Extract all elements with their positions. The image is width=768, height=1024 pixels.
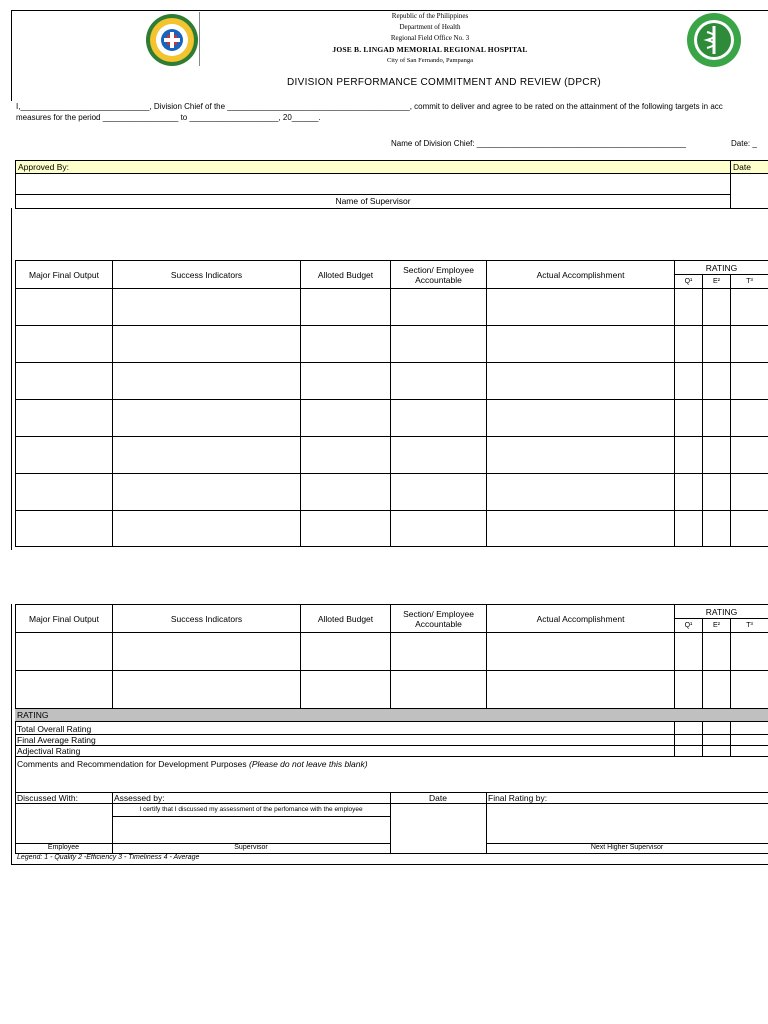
header-t: T³	[731, 619, 768, 633]
summary-line-2	[15, 745, 768, 746]
summary-line-1	[15, 734, 768, 735]
left-border-table1	[11, 208, 12, 550]
form-title: DIVISION PERFORMANCE COMMITMENT AND REVIEW (DPCR)	[287, 77, 601, 88]
table-row	[16, 400, 768, 437]
table-row	[16, 511, 768, 547]
legend-text: Legend: 1 - Quality 2 -Efficiency 3 - Timeliness 4 - Average	[17, 854, 200, 861]
certify-underline	[112, 816, 390, 817]
header-text	[300, 11, 560, 66]
header-section-accountable: Section/ Employee Accountable	[391, 605, 487, 633]
comments-note: (Please do not leave this blank)	[249, 759, 368, 769]
next-higher-supervisor-label: Next Higher Supervisor	[590, 844, 664, 851]
final-average-rating-label: Final Average Rating	[17, 735, 96, 745]
left-border-top	[11, 67, 12, 101]
header-t: T³	[731, 275, 768, 289]
rating-band-label: RATING	[17, 710, 49, 720]
doh-seal-icon	[145, 13, 199, 67]
header-alloted-budget: Alloted Budget	[301, 605, 391, 633]
assessed-by-label: Assessed by:	[114, 793, 165, 803]
header-actual-accomplishment: Actual Accomplishment	[487, 605, 675, 633]
seal-divider	[199, 12, 200, 66]
name-division-chief-label: Name of Division Chief: _______________________________________________	[391, 139, 686, 148]
approved-by-label: Approved By:	[18, 162, 70, 172]
date-label: Date: _	[731, 139, 757, 148]
header-rating: RATING	[675, 605, 768, 619]
discussed-with-label: Discussed With:	[17, 793, 78, 803]
header-city: City of San Fernando, Pampanga	[386, 57, 474, 64]
certify-statement: I certify that I discussed my assessment of the perfomance with the employee	[139, 806, 363, 813]
header-section-accountable: Section/ Employee Accountable	[391, 261, 487, 289]
supervisor-line-bottom	[15, 208, 768, 209]
approved-date-label: Date	[733, 162, 751, 172]
comments-text: Comments and Recommendation for Development Purposes	[17, 759, 247, 769]
summary-rows	[15, 722, 768, 757]
table-row	[16, 437, 768, 474]
comments-label	[17, 759, 368, 769]
table-row	[16, 633, 768, 671]
summary-q-divider	[674, 722, 675, 756]
adjectival-rating-label: Adjectival Rating	[17, 746, 81, 756]
header-e: E²	[703, 619, 731, 633]
supervisor-line-top	[15, 194, 731, 195]
approved-by-row	[15, 160, 731, 174]
dpcr-table-1	[15, 260, 768, 547]
name-of-supervisor-label: Name of Supervisor	[335, 196, 411, 206]
header-major-final-output: Major Final Output	[16, 261, 113, 289]
header-actual-accomplishment: Actual Accomplishment	[487, 261, 675, 289]
supervisor-label: Supervisor	[234, 844, 268, 851]
total-overall-rating-label: Total Overall Rating	[17, 724, 92, 734]
header-rating: RATING	[675, 261, 768, 275]
employee-label: Employee	[47, 844, 80, 851]
header-department: Department of Health	[399, 23, 461, 31]
table-row	[16, 326, 768, 363]
legend-bottom-line	[11, 864, 768, 865]
hospital-seal-icon	[686, 12, 742, 68]
table-row	[16, 289, 768, 326]
header-major-final-output: Major Final Output	[16, 605, 113, 633]
signature-header-line	[15, 803, 768, 804]
summary-e-divider	[702, 722, 703, 756]
table-row	[16, 474, 768, 511]
commitment-line-2: measures for the period _________________ to ____________________, 20______.	[16, 113, 321, 122]
header-q: Q¹	[675, 275, 703, 289]
header-republic: Republic of the Philippines	[391, 12, 469, 20]
table-row	[16, 363, 768, 400]
rating-band	[15, 708, 768, 722]
header-success-indicators: Success Indicators	[113, 261, 301, 289]
date-header-label: Date	[429, 793, 447, 803]
commitment-line-1: I,_____________________________, Division Chief of the _________________________________________, commit to deliver and agree to be rated on the attainment of the following targets in acc	[16, 102, 723, 111]
table-row	[16, 671, 768, 709]
dpcr-table-2	[15, 604, 768, 709]
header-alloted-budget: Alloted Budget	[301, 261, 391, 289]
summary-t-divider	[730, 722, 731, 756]
header-success-indicators: Success Indicators	[113, 605, 301, 633]
header-hospital: JOSE B. LINGAD MEMORIAL REGIONAL HOSPITAL	[332, 45, 528, 54]
header-region: Regional Field Office No. 3	[390, 34, 470, 42]
left-border-table2	[11, 604, 12, 864]
final-rating-by-label: Final Rating by:	[488, 793, 548, 803]
header-e: E²	[703, 275, 731, 289]
header-q: Q¹	[675, 619, 703, 633]
